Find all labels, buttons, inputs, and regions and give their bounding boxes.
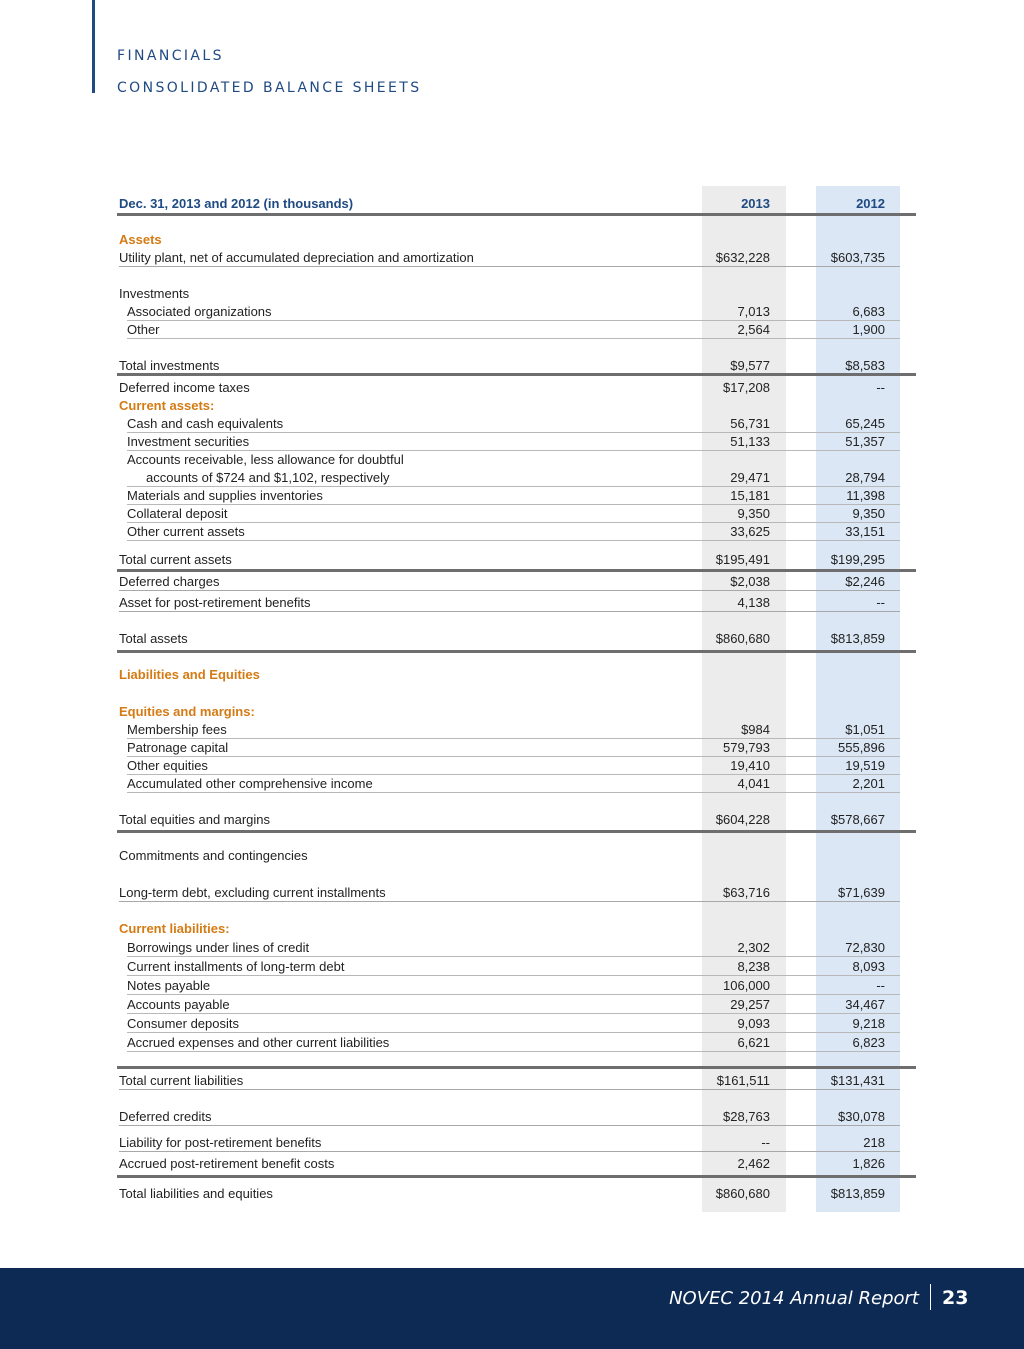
value-2013: 29,471 xyxy=(730,470,770,485)
value-2012: 51,357 xyxy=(845,434,885,449)
row-label: Notes payable xyxy=(127,978,211,993)
footer-divider xyxy=(930,1284,931,1310)
value-2012: $199,295 xyxy=(830,552,885,567)
value-2013: 4,138 xyxy=(737,595,770,610)
value-2013: 9,093 xyxy=(737,1016,770,1031)
footer-report-title: NOVEC 2014 Annual Report xyxy=(669,1288,919,1309)
table-row xyxy=(0,249,1024,267)
row-label: Investment securities xyxy=(127,434,250,449)
row-rule xyxy=(119,1125,900,1126)
value-2012: 1,826 xyxy=(852,1156,885,1171)
value-2013: $63,716 xyxy=(723,885,770,900)
column-2013-shading xyxy=(702,186,786,1212)
value-2012: 2,201 xyxy=(852,776,885,791)
section-heading-assets xyxy=(0,231,1024,249)
value-2013: 51,133 xyxy=(730,434,770,449)
row-rule xyxy=(119,266,900,267)
value-2013: $195,491 xyxy=(715,552,770,567)
value-2013: 33,625 xyxy=(730,524,770,539)
total-rule xyxy=(117,373,916,376)
row-label: Deferred income taxes xyxy=(119,380,250,395)
total-rule xyxy=(117,830,916,833)
row-label: Membership fees xyxy=(127,722,227,737)
value-2012: $131,431 xyxy=(830,1073,885,1088)
value-2012: 9,218 xyxy=(852,1016,885,1031)
value-2013: $632,228 xyxy=(715,250,770,265)
table-row-total xyxy=(0,1072,1024,1090)
table-row xyxy=(0,1108,1024,1126)
value-2013: 15,181 xyxy=(730,488,770,503)
table-row xyxy=(0,775,1024,793)
row-label: Collateral deposit xyxy=(127,506,228,521)
value-2012: 6,683 xyxy=(852,304,885,319)
row-rule xyxy=(119,1151,900,1152)
row-label: Equities and margins: xyxy=(119,704,255,719)
section-heading-liabilities xyxy=(0,666,1024,684)
value-2013: 2,462 xyxy=(737,1156,770,1171)
row-rule xyxy=(127,792,900,793)
value-2013: $2,038 xyxy=(730,574,770,589)
value-2012: 11,398 xyxy=(846,488,885,503)
value-2012: $1,051 xyxy=(845,722,885,737)
value-2012: $30,078 xyxy=(838,1109,885,1124)
row-label: Long-term debt, excluding current installments xyxy=(119,885,386,900)
table-row-total xyxy=(0,551,1024,569)
table-row xyxy=(0,1034,1024,1052)
table-row xyxy=(0,523,1024,541)
row-rule xyxy=(127,1032,900,1033)
value-2013: 56,731 xyxy=(730,416,770,431)
table-row xyxy=(0,415,1024,433)
value-2013: 106,000 xyxy=(723,978,770,993)
row-rule xyxy=(127,1013,900,1014)
value-2013: 8,238 xyxy=(737,959,770,974)
table-row xyxy=(0,505,1024,523)
table-row xyxy=(0,1015,1024,1033)
section-heading-current-liabilities xyxy=(0,920,1024,938)
table-row xyxy=(0,451,1024,469)
row-label: Accrued expenses and other current liabilities xyxy=(127,1035,390,1050)
row-label: Investments xyxy=(119,286,190,301)
row-label: Asset for post-retirement benefits xyxy=(119,595,311,610)
row-label: Total equities and margins xyxy=(119,812,271,827)
value-2012: $8,583 xyxy=(845,358,885,373)
value-2012: 19,519 xyxy=(845,758,885,773)
column-header-2013: 2013 xyxy=(741,196,770,211)
row-label: Borrowings under lines of credit xyxy=(127,940,310,955)
value-2013: 2,564 xyxy=(737,322,770,337)
row-label: Accounts payable xyxy=(127,997,230,1012)
row-rule xyxy=(127,1051,900,1052)
section-heading-equities xyxy=(0,703,1024,721)
value-2012: 34,467 xyxy=(845,997,885,1012)
table-row xyxy=(0,469,1024,487)
table-row-total xyxy=(0,1185,1024,1203)
value-2013: $860,680 xyxy=(715,631,770,646)
table-row-total xyxy=(0,811,1024,829)
row-label: Liability for post-retirement benefits xyxy=(119,1135,322,1150)
value-2013: $17,208 xyxy=(723,380,770,395)
value-2012: 9,350 xyxy=(852,506,885,521)
row-label: Deferred charges xyxy=(119,574,220,589)
total-rule xyxy=(117,1175,916,1178)
row-label: Other equities xyxy=(127,758,208,773)
table-row xyxy=(0,285,1024,303)
row-label: Current assets: xyxy=(119,398,215,413)
row-label: Total current assets xyxy=(119,552,232,567)
value-2013: $9,577 xyxy=(730,358,770,373)
row-label: Utility plant, net of accumulated depreciation and amortization xyxy=(119,250,474,265)
table-row xyxy=(0,1155,1024,1173)
row-label: Other xyxy=(127,322,160,337)
footer-band xyxy=(0,1268,1024,1349)
row-rule xyxy=(127,994,900,995)
table-row xyxy=(0,321,1024,339)
column-header-2012: 2012 xyxy=(856,196,885,211)
row-label: Associated organizations xyxy=(127,304,272,319)
section-label: FINANCIALS xyxy=(117,48,224,64)
row-rule xyxy=(127,975,900,976)
value-2012: 8,093 xyxy=(852,959,885,974)
row-label: Accrued post-retirement benefit costs xyxy=(119,1156,335,1171)
row-label: Liabilities and Equities xyxy=(119,667,260,682)
table-row xyxy=(0,303,1024,321)
value-2013: $161,511 xyxy=(716,1073,770,1088)
table-row xyxy=(0,884,1024,902)
table-row-total xyxy=(0,630,1024,648)
value-2013: 19,410 xyxy=(730,758,770,773)
value-2012: 33,151 xyxy=(845,524,885,539)
table-row xyxy=(0,721,1024,739)
value-2012: $2,246 xyxy=(845,574,885,589)
total-rule xyxy=(117,650,916,653)
value-2012: $71,639 xyxy=(838,885,885,900)
value-2012: 1,900 xyxy=(852,322,885,337)
value-2013: 7,013 xyxy=(737,304,770,319)
value-2013: 4,041 xyxy=(737,776,770,791)
header-accent-bar xyxy=(92,0,95,93)
table-row xyxy=(0,594,1024,612)
row-label: Deferred credits xyxy=(119,1109,212,1124)
column-2012-shading xyxy=(816,186,900,1212)
table-row xyxy=(0,1134,1024,1152)
table-row xyxy=(0,958,1024,976)
value-2013: 29,257 xyxy=(730,997,770,1012)
row-label: Commitments and contingencies xyxy=(119,848,308,863)
total-rule xyxy=(117,569,916,572)
row-label: Accounts receivable, less allowance for doubtful xyxy=(127,452,404,467)
value-2013: $984 xyxy=(741,722,770,737)
table-row xyxy=(0,757,1024,775)
row-label: Other current assets xyxy=(127,524,245,539)
value-2012: -- xyxy=(876,380,885,395)
section-heading-current-assets xyxy=(0,397,1024,415)
value-2012: $578,667 xyxy=(830,812,885,827)
row-rule xyxy=(119,1089,900,1090)
table-row xyxy=(0,977,1024,995)
value-2013: $28,763 xyxy=(723,1109,770,1124)
value-2012: $813,859 xyxy=(830,1186,885,1201)
value-2012: 65,245 xyxy=(845,416,885,431)
page-title: CONSOLIDATED BALANCE SHEETS xyxy=(117,80,422,96)
row-rule xyxy=(127,540,900,541)
row-label: Materials and supplies inventories xyxy=(127,488,323,503)
value-2012: -- xyxy=(876,978,885,993)
row-label: Cash and cash equivalents xyxy=(127,416,284,431)
row-label: Current liabilities: xyxy=(119,921,230,936)
page-number: 23 xyxy=(942,1287,969,1309)
row-label: Consumer deposits xyxy=(127,1016,239,1031)
row-label: Current installments of long-term debt xyxy=(127,959,345,974)
total-rule xyxy=(117,1066,916,1069)
value-2013: 6,621 xyxy=(737,1035,770,1050)
value-2013: -- xyxy=(761,1135,770,1150)
table-row xyxy=(0,433,1024,451)
table-caption: Dec. 31, 2013 and 2012 (in thousands) xyxy=(119,196,354,211)
table-row xyxy=(0,996,1024,1014)
value-2013: 9,350 xyxy=(737,506,770,521)
row-rule xyxy=(127,338,900,339)
row-rule xyxy=(127,956,900,957)
row-rule xyxy=(119,901,900,902)
value-2012: $813,859 xyxy=(830,631,885,646)
row-rule xyxy=(119,590,900,591)
row-rule xyxy=(119,611,900,612)
table-header-row xyxy=(0,195,1024,213)
row-label: accounts of $724 and $1,102, respectively xyxy=(146,470,390,485)
table-row xyxy=(0,739,1024,757)
row-label: Accumulated other comprehensive income xyxy=(127,776,373,791)
value-2013: $604,228 xyxy=(715,812,770,827)
row-label: Patronage capital xyxy=(127,740,229,755)
value-2013: 579,793 xyxy=(723,740,770,755)
value-2013: $860,680 xyxy=(715,1186,770,1201)
row-label: Assets xyxy=(119,232,162,247)
value-2012: -- xyxy=(876,595,885,610)
row-label: Total liabilities and equities xyxy=(119,1186,273,1201)
table-row xyxy=(0,379,1024,397)
value-2013: 2,302 xyxy=(737,940,770,955)
table-row xyxy=(0,573,1024,591)
row-label: Total current liabilities xyxy=(119,1073,244,1088)
value-2012: 72,830 xyxy=(845,940,885,955)
value-2012: 6,823 xyxy=(852,1035,885,1050)
row-label: Total investments xyxy=(119,358,220,373)
value-2012: 555,896 xyxy=(838,740,885,755)
value-2012: $603,735 xyxy=(830,250,885,265)
header-rule xyxy=(117,213,916,216)
value-2012: 28,794 xyxy=(845,470,885,485)
table-row xyxy=(0,939,1024,957)
value-2012: 218 xyxy=(863,1135,885,1150)
row-label: Total assets xyxy=(119,631,188,646)
table-row xyxy=(0,847,1024,865)
table-row xyxy=(0,487,1024,505)
